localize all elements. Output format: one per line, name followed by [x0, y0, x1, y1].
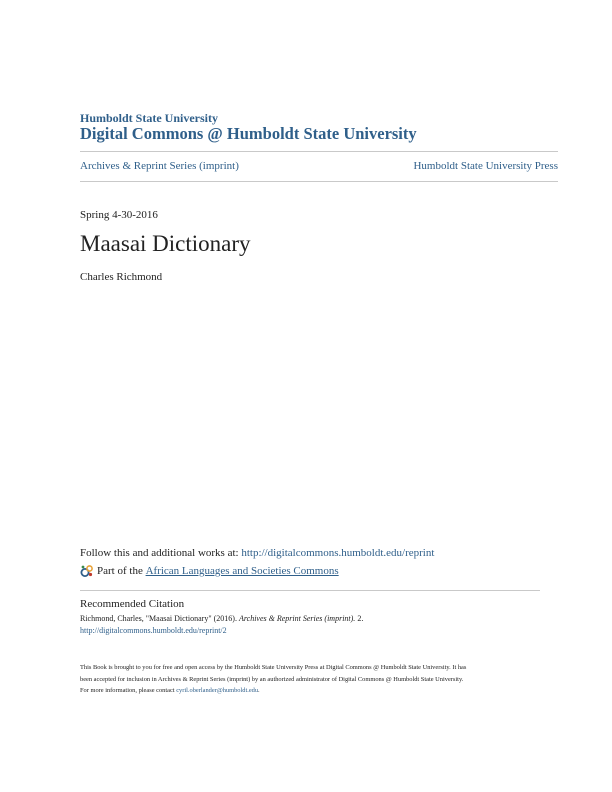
publication-date: Spring 4-30-2016 — [80, 209, 158, 221]
citation-prefix: Richmond, Charles, "Maasai Dictionary" (2016). — [80, 614, 237, 623]
follow-url-link[interactable]: http://digitalcommons.humboldt.edu/reprint — [241, 547, 435, 559]
notice-contact-prefix: For more information, please contact — [80, 687, 175, 694]
part-of-line — [80, 564, 339, 578]
citation-url-link[interactable]: http://digitalcommons.humboldt.edu/reprint/2 — [80, 626, 227, 635]
notice-period: . — [258, 687, 260, 694]
institution-name: Humboldt State University — [80, 111, 218, 125]
header-divider-bottom — [80, 181, 558, 182]
part-of-prefix: Part of the — [97, 565, 143, 577]
header-divider — [80, 151, 558, 152]
citation-text — [80, 614, 363, 623]
citation-heading: Recommended Citation — [80, 598, 185, 610]
citation-series: Archives & Reprint Series (imprint). — [238, 614, 356, 623]
contact-email-link[interactable]: cyril.oberlander@humboldt.edu — [176, 687, 259, 694]
citation-number: 2. — [357, 614, 364, 623]
notice-line-2: been accepted for inclusion in Archives & Reprint Series (imprint) by an authorized administrator of Digital Commons @ Humboldt State University. — [80, 675, 464, 683]
follow-line — [80, 547, 434, 559]
commons-link[interactable]: African Languages and Societies Commons — [145, 565, 339, 577]
document-title: Maasai Dictionary — [80, 231, 251, 256]
repository-title[interactable]: Digital Commons @ Humboldt State University — [80, 124, 417, 143]
access-notice — [80, 662, 540, 697]
press-link[interactable]: Humboldt State University Press — [413, 160, 558, 172]
author-name: Charles Richmond — [80, 271, 163, 283]
follow-prefix: Follow this and additional works at: — [80, 547, 239, 559]
notice-line-1: This Book is brought to you for free and open access by the Humboldt State University Press at Digital Commons @ Humboldt State University. It has — [80, 664, 467, 671]
series-link[interactable]: Archives & Reprint Series (imprint) — [80, 160, 239, 172]
citation-divider — [80, 590, 540, 591]
notice-line-3 — [80, 685, 540, 697]
network-commons-icon — [80, 564, 94, 578]
